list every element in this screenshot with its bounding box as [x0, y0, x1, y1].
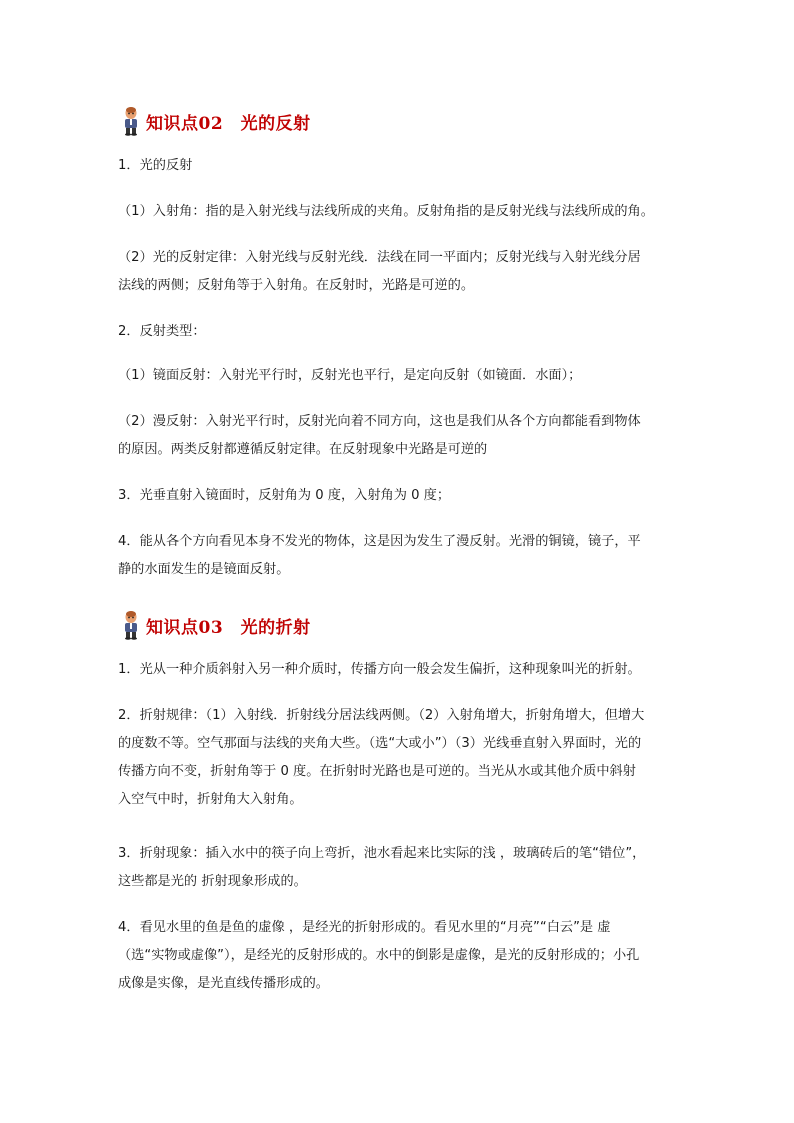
paragraph-1-4	[118, 318, 678, 346]
text-line: 3．光垂直射入镜面时，反射角为 0 度，入射角为 0 度；	[118, 488, 451, 503]
paragraph-1-1	[118, 152, 678, 180]
text-line: 的原因。两类反射都遵循反射定律。在反射现象中光路是可逆的	[118, 442, 488, 457]
paragraph-2-2	[118, 702, 678, 814]
paragraph-2-4	[118, 914, 678, 998]
text-line: 法线的两侧；反射角等于入射角。在反射时，光路是可逆的。	[118, 278, 475, 293]
paragraph-1-2	[118, 198, 678, 226]
paragraph-1-7	[118, 482, 678, 510]
text-line: 这些都是光的 折射现象形成的。	[118, 874, 307, 889]
text-line: 2．折射规律：（1）入射线．折射线分居法线两侧。（2）入射角增大，折射角增大，但增大	[118, 708, 645, 723]
paragraph-1-5	[118, 362, 678, 390]
text-line: 1．光从一种介质斜射入另一种介质时，传播方向一般会发生偏折，这种现象叫光的折射。	[118, 662, 641, 677]
text-line: 的度数不等。空气那面与法线的夹角大些。（选“大或小”）（3）光线垂直射入界面时，光的	[118, 736, 642, 751]
text-line: （1）镜面反射：入射光平行时，反射光也平行，是定向反射（如镜面．水面）；	[118, 368, 582, 383]
paragraph-2-3	[118, 840, 678, 896]
section-title: 知识点02 光的反射	[146, 113, 311, 134]
paragraph-2-1	[118, 656, 678, 684]
text-line: 3．折射现象：插入水中的筷子向上弯折，池水看起来比实际的浅 ，玻璃砖后的笔“错位”，	[118, 846, 646, 861]
text-line: （2）光的反射定律：入射光线与反射光线．法线在同一平面内；反射光线与入射光线分居	[118, 250, 641, 265]
section-title: 知识点03 光的折射	[146, 617, 311, 638]
text-line: 2．反射类型：	[118, 324, 206, 339]
teacher-figure-icon	[120, 610, 142, 640]
paragraph-1-8	[118, 528, 678, 584]
paragraph-1-6	[118, 408, 678, 464]
section-heading-reflection	[120, 106, 311, 136]
text-line: 成像是实像，是光直线传播形成的。	[118, 976, 329, 991]
text-line: 入空气中时，折射角大入射角。	[118, 792, 303, 807]
text-line: 4．能从各个方向看见本身不发光的物体，这是因为发生了漫反射。光滑的铜镜，镜子，平	[118, 534, 641, 549]
text-line: 传播方向不变，折射角等于 0 度。在折射时光路也是可逆的。当光从水或其他介质中斜射	[118, 764, 636, 779]
paragraph-1-3	[118, 244, 678, 300]
text-line: 4．看见水里的鱼是鱼的虚像 ，是经光的折射形成的。看见水里的“月亮”“白云”是 虚	[118, 920, 611, 935]
teacher-figure-icon	[120, 106, 142, 136]
section-heading-refraction	[120, 610, 311, 640]
text-line: 静的水面发生的是镜面反射。	[118, 562, 290, 577]
text-line: （选“实物或虚像”），是经光的反射形成的。水中的倒影是虚像，是光的反射形成的；小孔	[118, 948, 640, 963]
text-line: （2）漫反射：入射光平行时，反射光向着不同方向，这也是我们从各个方向都能看到物体	[118, 414, 641, 429]
text-line: 1．光的反射	[118, 158, 193, 173]
text-line: （1）入射角：指的是入射光线与法线所成的夹角。反射角指的是反射光线与法线所成的角。	[118, 204, 654, 219]
